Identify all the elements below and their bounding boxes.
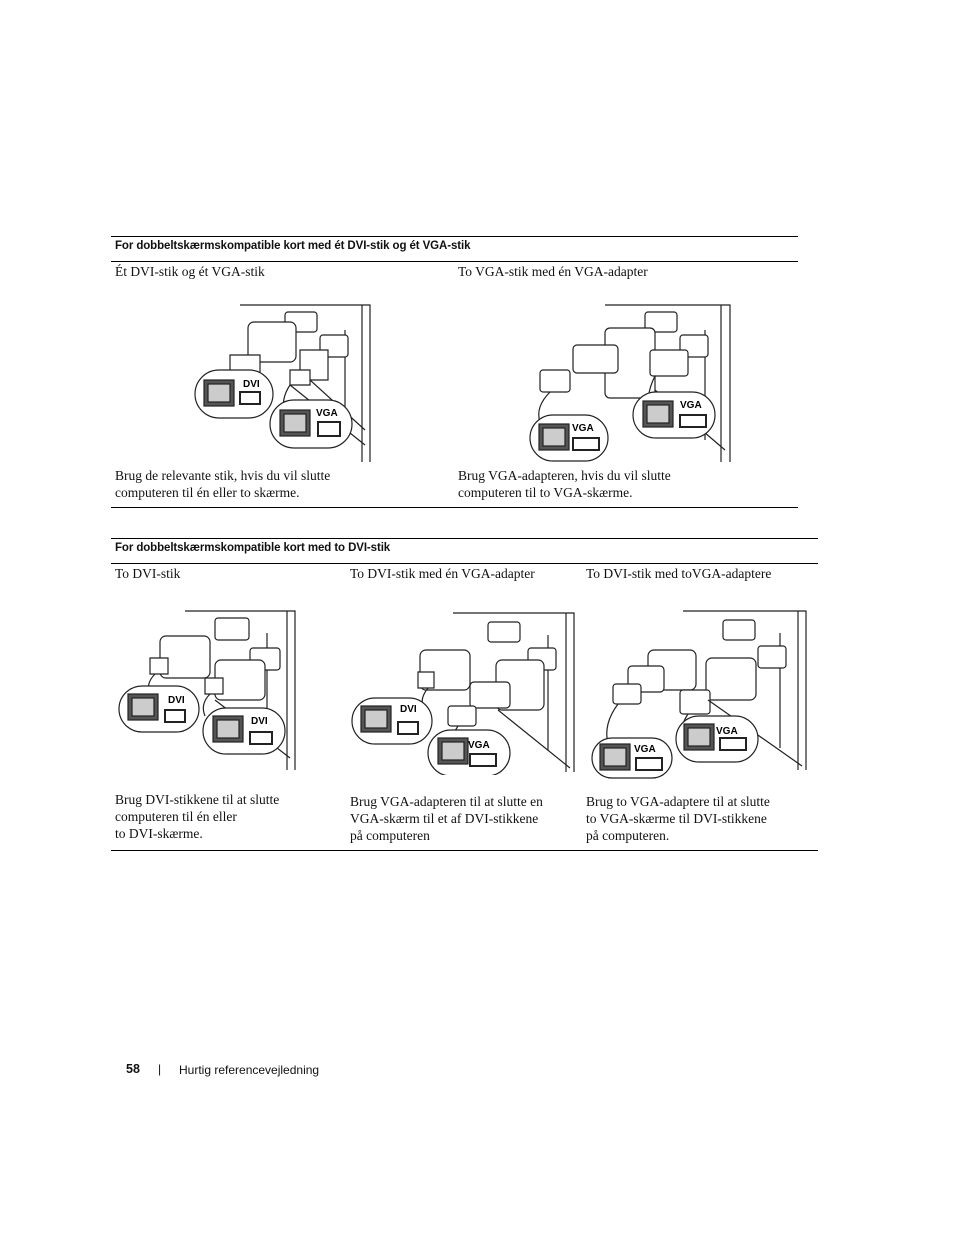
caption-line: på computeren. bbox=[586, 828, 670, 843]
table1-bottom-rule bbox=[111, 507, 798, 508]
caption-line: Brug de relevante stik, hvis du vil slutte bbox=[115, 468, 331, 483]
caption-line: Brug VGA-adapteren til at slutte en bbox=[350, 794, 543, 809]
caption-line: Brug to VGA-adaptere til at slutte bbox=[586, 794, 770, 809]
page-number: 58 bbox=[126, 1062, 140, 1076]
table2-col2-title: To DVI-stik med én VGA-adapter bbox=[350, 566, 535, 581]
caption-line: Brug DVI-stikkene til at slutte bbox=[115, 792, 280, 807]
figure4-label-vga: VGA bbox=[468, 740, 490, 751]
table2-col3-caption bbox=[586, 793, 770, 844]
caption-line: på computeren bbox=[350, 828, 430, 843]
table1-col1-title: Ét DVI-stik og ét VGA-stik bbox=[115, 264, 265, 279]
figure3-label-dvi-left: DVI bbox=[168, 695, 185, 706]
caption-line: to VGA-skærme til DVI-stikkene bbox=[586, 811, 767, 826]
table1-col2-caption bbox=[458, 467, 671, 501]
caption-line: computeren til én eller bbox=[115, 809, 237, 824]
figure1-label-vga: VGA bbox=[316, 408, 338, 419]
table2-top-rule bbox=[111, 538, 818, 539]
table2-bottom-rule bbox=[111, 850, 818, 851]
figure5-label-vga-left: VGA bbox=[634, 744, 656, 755]
table2-col3-title: To DVI-stik med toVGA-adaptere bbox=[586, 566, 772, 581]
table1-top-rule bbox=[111, 236, 798, 237]
table2-col1-title: To DVI-stik bbox=[115, 566, 181, 581]
dual-dvi-illustration bbox=[115, 608, 300, 773]
dvi-one-vga-adapter-illustration bbox=[348, 610, 580, 775]
caption-line: to DVI-skærme. bbox=[115, 826, 203, 841]
table2-header: For dobbeltskærmskompatible kort med to DVI-stik bbox=[115, 542, 391, 554]
vga-adapter-illustration bbox=[525, 300, 735, 465]
caption-line: Brug VGA-adapteren, hvis du vil slutte bbox=[458, 468, 671, 483]
table1-header-rule bbox=[111, 261, 798, 262]
dvi-vga-connector-illustration bbox=[190, 300, 375, 465]
table1-header: For dobbeltskærmskompatible kort med ét DVI-stik og ét VGA-stik bbox=[115, 240, 471, 252]
table2-header-rule bbox=[111, 563, 818, 564]
table2-col2-caption bbox=[350, 793, 543, 844]
dvi-two-vga-adapters-illustration bbox=[588, 608, 810, 780]
caption-line: VGA-skærm til et af DVI-stikkene bbox=[350, 811, 539, 826]
table1-col1-caption bbox=[115, 467, 330, 501]
figure4-label-dvi: DVI bbox=[400, 704, 417, 715]
figure2-label-vga-left: VGA bbox=[572, 423, 594, 434]
figure3-label-dvi-right: DVI bbox=[251, 716, 268, 727]
table1-col2-title: To VGA-stik med én VGA-adapter bbox=[458, 264, 648, 279]
caption-line: computeren til to VGA-skærme. bbox=[458, 485, 633, 500]
caption-line: computeren til én eller to skærme. bbox=[115, 485, 300, 500]
footer-title: Hurtig referencevejledning bbox=[179, 1063, 320, 1077]
figure5-label-vga-right: VGA bbox=[716, 726, 738, 737]
figure2-label-vga-right: VGA bbox=[680, 400, 702, 411]
footer-separator: | bbox=[158, 1062, 162, 1076]
table2-col1-caption bbox=[115, 791, 279, 842]
figure1-label-dvi: DVI bbox=[243, 379, 260, 390]
